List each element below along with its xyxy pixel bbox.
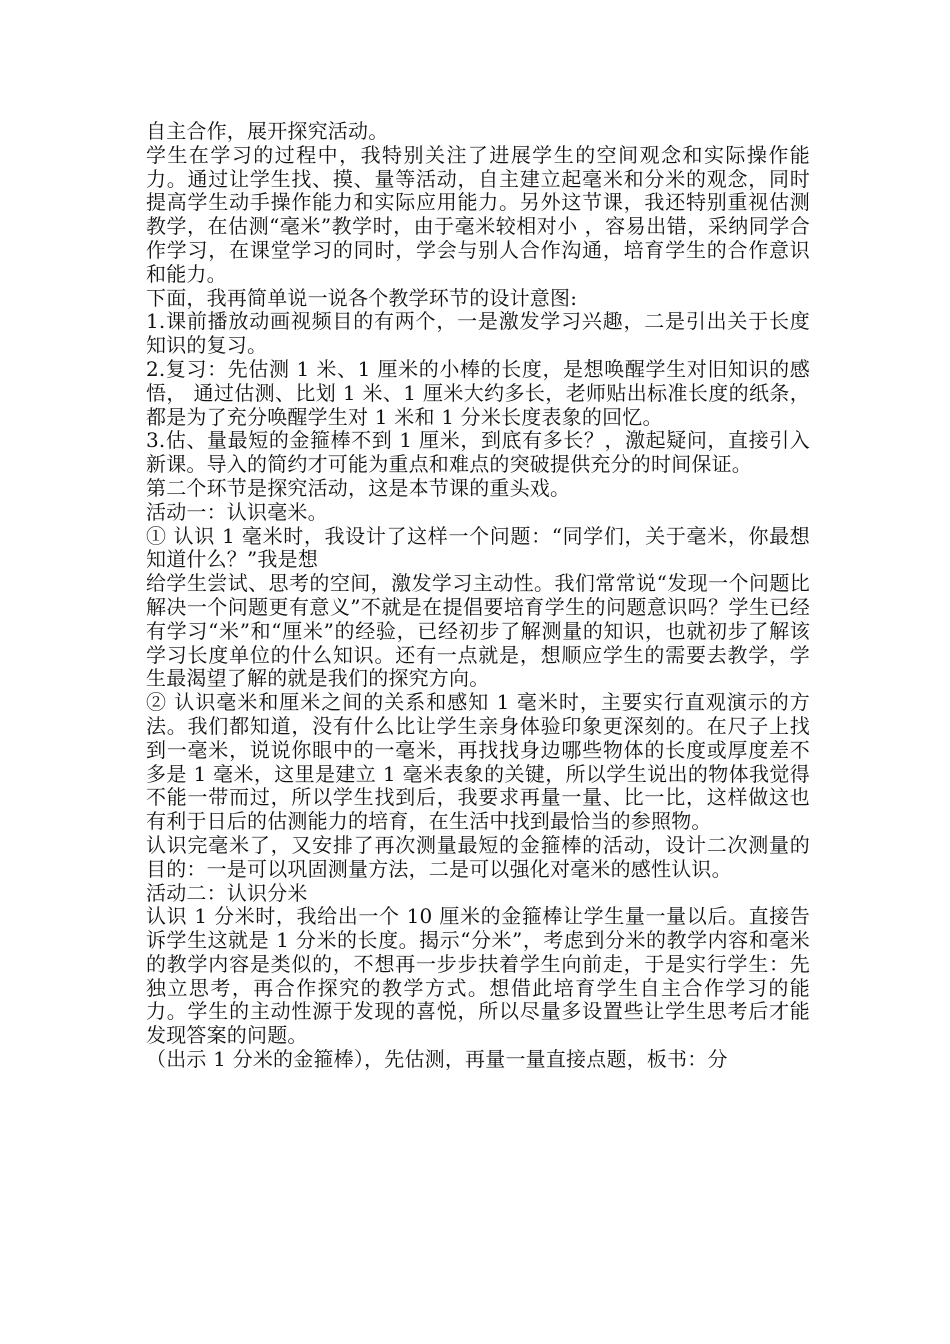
paragraph-activity-1-reason: 给学生尝试、思考的空间，激发学习主动性。我们常常说“发现一个问题比解决一个问题更有意义”不就是在提倡要培育学生的问题意识吗？学生已经有学习“米”和“厘米”的经验，已经初步了解测量的知识，也就初步了解该学习长度单位的什么知识。还有一点就是，想顺应学生的需要去教学，学生最渴望了解的就是我们的探究方向。 — [146, 571, 810, 691]
paragraph-step-1: 1.课前播放动画视频目的有两个，一是激发学习兴趣，二是引出关于长度知识的复习。 — [146, 309, 810, 358]
paragraph-step-2: 2.复习：先估测 1 米、1 厘米的小棒的长度，是想唤醒学生对旧知识的感悟， 通过估测、比划 1 米、1 厘米大约多长，老师贴出标准长度的纸条，都是为了充分唤醒学生对 1 米和 1 分米长度表象的回忆。 — [146, 356, 810, 429]
paragraph-activity-1-relation: ② 认识毫米和厘米之间的关系和感知 1 毫米时，主要实行直观演示的方法。我们都知道，没有什么比让学生亲身体验印象更深刻的。在尺子上找到一毫米，说说你眼中的一毫米，再找找身边哪些物体的长度或厚度差不多是 1 毫米，这里是建立 1 毫米表象的关键，所以学生说出的物体我觉得不能一带而过，所以学生找到后，我要求再量一量、比一比，这样做这也有利于日后的估测能力的培育，在生活中找到最恰当的参照物。 — [146, 690, 810, 834]
paragraph-intro-heading: 自主合作，展开探究活动。 — [146, 119, 389, 143]
paragraph-second-section: 第二个环节是探究活动，这是本节课的重头戏。 — [146, 475, 571, 500]
paragraph-activity-2-body: 认识 1 分米时，我给出一个 10 厘米的金箍棒让学生量一量以后。直接告诉学生这就是 1 分米的长度。揭示“分米”，考虑到分米的教学内容和毫米的教学内容是类似的，不想再一步步扶着学生向前走，于是实行学生：先独立思考，再合作探究的教学方式。想借此培育学生自主合作学习的能力。学生的主动性源于发现的喜悦，所以尽量多设置些让学生思考后才能发现答案的问题。 — [146, 904, 810, 1048]
paragraph-activity-2-title: 活动二：认识分米 — [146, 880, 308, 905]
paragraph-student-focus: 学生在学习的过程中，我特别关注了进展学生的空间观念和实际操作能力。通过让学生找、摸、量等活动，自主建立起毫米和分米的观念，同时提高学生动手操作能力和实际应用能力。另外这节课，我还特别重视估测教学，在估测“毫米”教学时，由于毫米较相对小 ，容易出错，采纳同学合作学习，在课堂学习的同时，学会与别人合作沟通，培育学生的合作意识和能力。 — [146, 142, 810, 286]
paragraph-activity-1-title: 活动一：认识毫米。 — [146, 499, 328, 524]
paragraph-activity-1-q: ① 认识 1 毫米时，我设计了这样一个问题：“同学们，关于毫米，你最想知道什么？”我是想 — [146, 523, 810, 572]
paragraph-show-decimeter: （出示 1 分米的金箍棒），先估测，再量一量直接点题，板书：分 — [146, 1047, 728, 1072]
document-body — [146, 120, 810, 1072]
paragraph-step-3: 3.估、量最短的金箍棒不到 1 厘米，到底有多长？，激起疑问，直接引入新课。导入的简约才可能为重点和难点的突破提供充分的时间保证。 — [146, 428, 810, 477]
paragraph-remeasure: 认识完毫米了，又安排了再次测量最短的金箍棒的活动，设计二次测量的目的：一是可以巩固测量方法，二是可以强化对毫米的感性认识。 — [146, 832, 810, 881]
paragraph-design-intent: 下面，我再简单说一说各个教学环节的设计意图: — [146, 285, 578, 310]
